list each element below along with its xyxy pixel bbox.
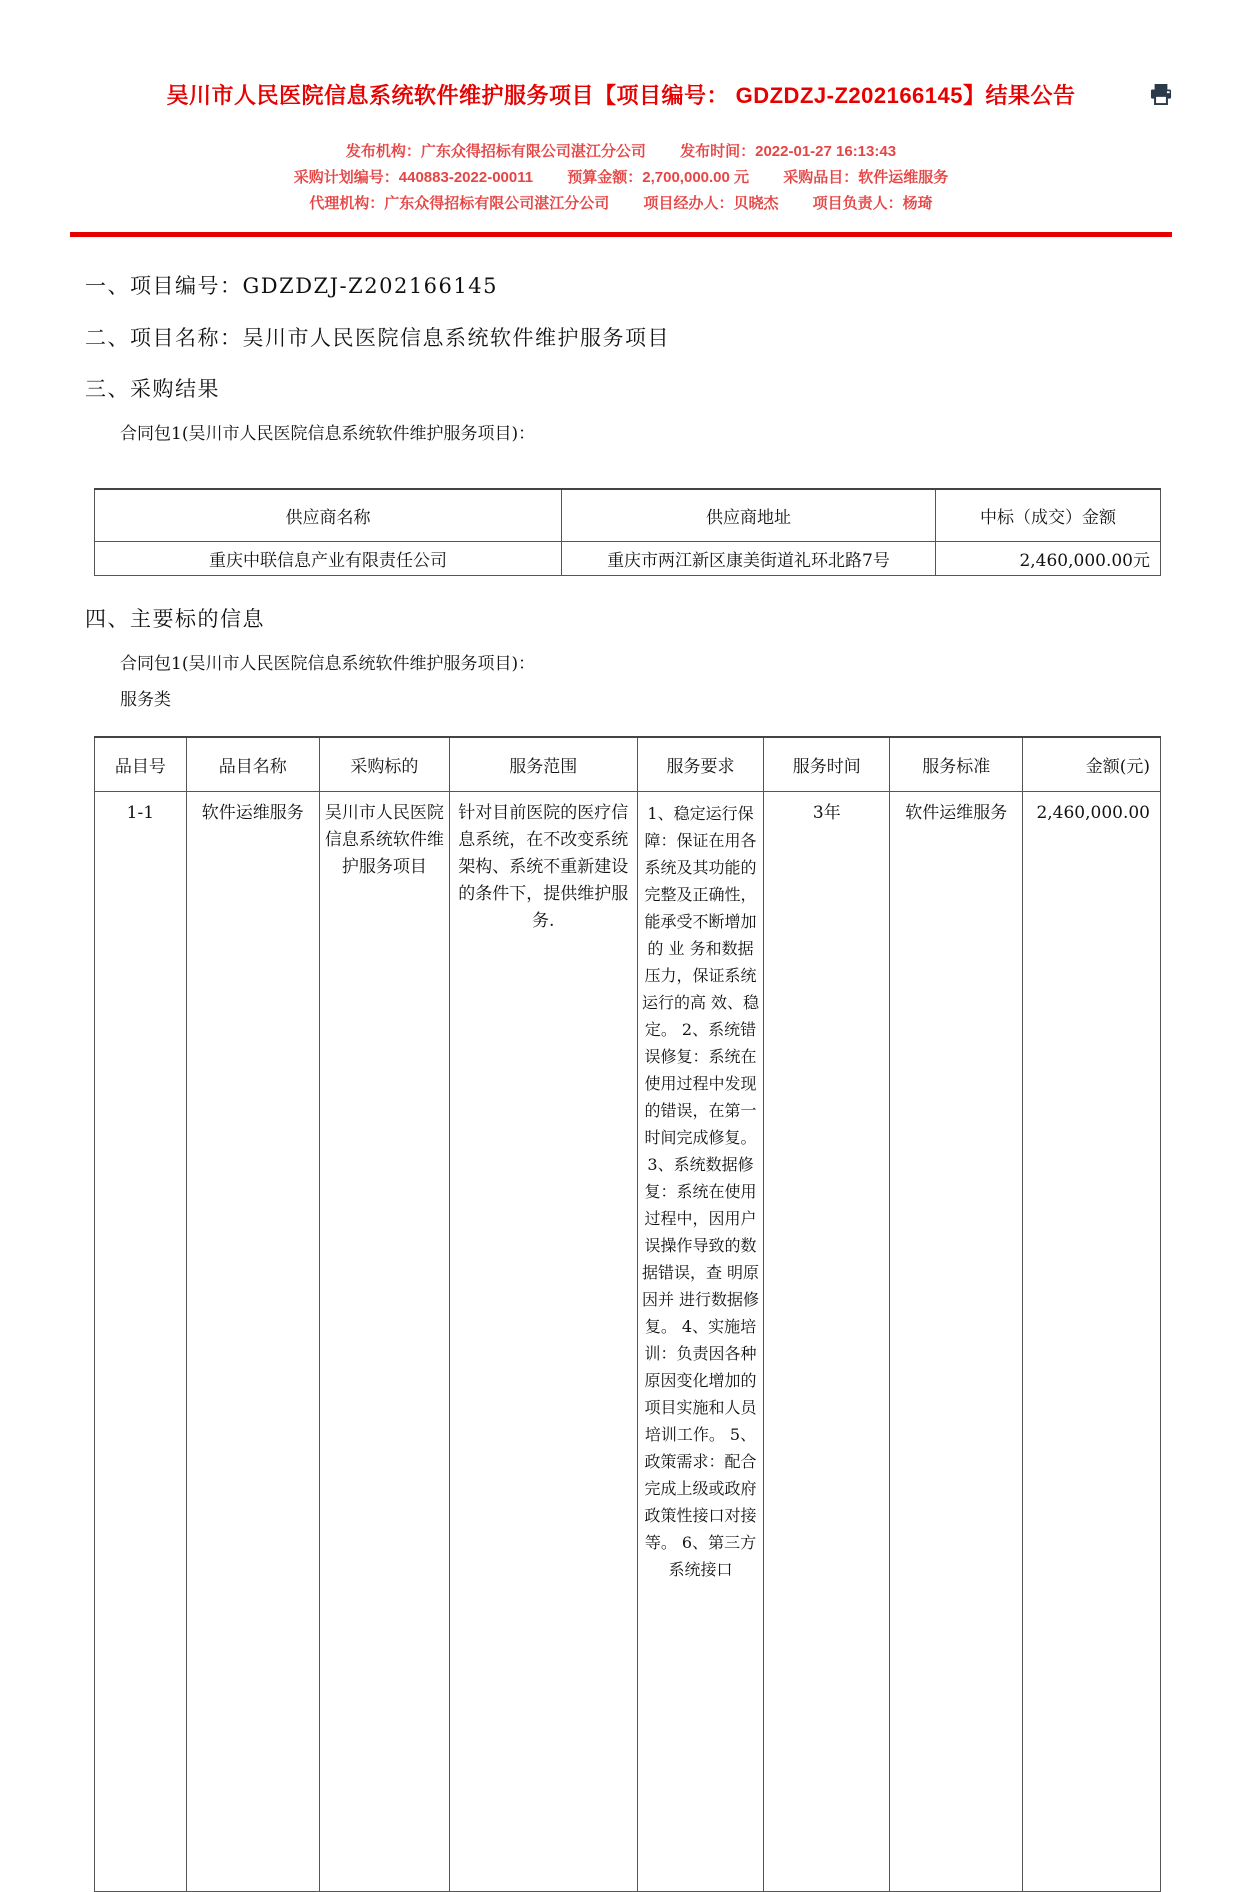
category-label: 采购品目：软件运维服务 bbox=[783, 169, 948, 186]
procurement-target-cell: 吴川市人民医院信息系统软件维护服务项目 bbox=[319, 792, 449, 1892]
contract-package-1-label: 合同包1(吴川市人民医院信息系统软件维护服务项目)： bbox=[85, 422, 1161, 446]
page-header bbox=[0, 0, 1242, 237]
item-name-header: 品目名称 bbox=[186, 737, 319, 792]
document-body bbox=[0, 273, 1242, 1892]
meta-line-3 bbox=[0, 191, 1242, 217]
service-scope-cell: 针对目前医院的医疗信息系统，在不改变系统架构、系统不重新建设的条件下，提供维护服务. bbox=[449, 792, 637, 1892]
supplier-address-cell: 重庆市两江新区康美街道礼环北路7号 bbox=[561, 541, 935, 575]
item-number-header: 品目号 bbox=[95, 737, 187, 792]
header-divider bbox=[70, 232, 1172, 237]
section-subject-info: 四、主要标的信息 bbox=[85, 606, 1161, 632]
supplier-name-cell: 重庆中联信息产业有限责任公司 bbox=[95, 541, 562, 575]
service-duration-header: 服务时间 bbox=[764, 737, 890, 792]
plan-number-label: 采购计划编号：440883-2022-00011 bbox=[294, 169, 533, 186]
publish-time-label: 发布时间：2022-01-27 16:13:43 bbox=[680, 143, 896, 160]
page-title: 吴川市人民医院信息系统软件维护服务项目【项目编号： GDZDZJ-Z202166145】结果公告 bbox=[120, 82, 1122, 109]
service-standard-cell: 软件运维服务 bbox=[890, 792, 1023, 1892]
print-button[interactable] bbox=[1150, 84, 1172, 105]
result-table bbox=[94, 488, 1161, 576]
service-standard-header: 服务标准 bbox=[890, 737, 1023, 792]
subject-table-wrap bbox=[85, 736, 1161, 1892]
contract-package-2-label: 合同包1(吴川市人民医院信息系统软件维护服务项目)： bbox=[85, 652, 1161, 676]
service-requirement-header: 服务要求 bbox=[637, 737, 764, 792]
subject-table-row bbox=[95, 792, 1161, 1892]
section-procurement-result: 三、采购结果 bbox=[85, 376, 1161, 402]
amount-header: 金额(元) bbox=[1023, 737, 1161, 792]
result-table-row bbox=[95, 541, 1161, 575]
leader-label: 项目负责人：杨琦 bbox=[813, 195, 933, 212]
service-type-label: 服务类 bbox=[85, 688, 1161, 712]
item-number-cell: 1-1 bbox=[95, 792, 187, 1892]
procurement-target-header: 采购标的 bbox=[319, 737, 449, 792]
service-scope-header: 服务范围 bbox=[449, 737, 637, 792]
section-project-name: 二、项目名称：吴川市人民医院信息系统软件维护服务项目 bbox=[85, 325, 1161, 351]
meta-line-2 bbox=[0, 165, 1242, 191]
handler-label: 项目经办人：贝晓杰 bbox=[643, 195, 778, 212]
subject-table bbox=[94, 736, 1161, 1892]
item-name-cell: 软件运维服务 bbox=[186, 792, 319, 1892]
publisher-label: 发布机构：广东众得招标有限公司湛江分公司 bbox=[346, 143, 646, 160]
award-amount-cell: 2,460,000.00元 bbox=[936, 541, 1161, 575]
subject-table-header-row bbox=[95, 737, 1161, 792]
result-table-header-row bbox=[95, 489, 1161, 541]
meta-block bbox=[0, 139, 1242, 217]
section-project-number: 一、项目编号：GDZDZJ-Z202166145 bbox=[85, 273, 1161, 299]
award-amount-header: 中标（成交）金额 bbox=[936, 489, 1161, 541]
supplier-name-header: 供应商名称 bbox=[95, 489, 562, 541]
supplier-address-header: 供应商地址 bbox=[561, 489, 935, 541]
amount-cell: 2,460,000.00 bbox=[1023, 792, 1161, 1892]
printer-icon bbox=[1150, 93, 1172, 108]
service-requirement-cell: 1、稳定运行保障：保证在用各系统及其功能的完整及正确性，能承受不断增加的 业 务和数据压力，保证系统运行的高 效、稳定。 2、系统错误修复：系统在使用过程中发现的错误，在第一时间完成修复。 3、系统数据修复：系统在使用过程中，因用户误操作导致的数据错误，查 明原因并 进行数据修复。 4、实施培训：负责因各种原因变化增加的项目实施和人员培训工作。 5、政策需求：配合完成上级或政府政策性接口对接等。 6、第三方系统接口 bbox=[637, 792, 764, 1892]
service-duration-cell: 3年 bbox=[764, 792, 890, 1892]
result-table-wrap bbox=[85, 488, 1161, 576]
agency-label: 代理机构：广东众得招标有限公司湛江分公司 bbox=[309, 195, 609, 212]
budget-label: 预算金额：2,700,000.00 元 bbox=[567, 169, 749, 186]
meta-line-1 bbox=[0, 139, 1242, 165]
